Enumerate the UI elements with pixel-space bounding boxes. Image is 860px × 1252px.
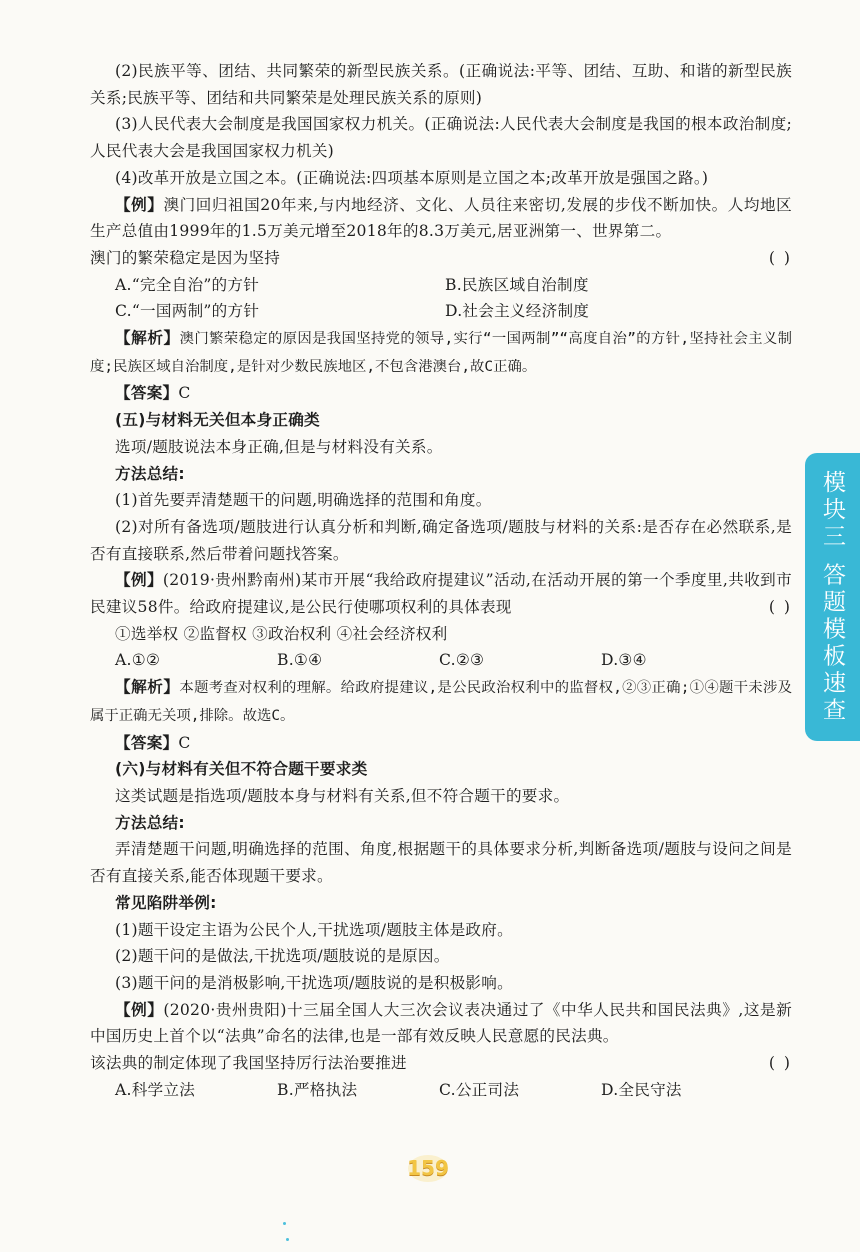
module-side-tab: 模块三 答题模板速查 <box>805 453 860 741</box>
analysis-tag: 【解析】 <box>115 329 180 348</box>
answer-blank: ( ) <box>768 248 792 267</box>
decorative-dot <box>286 1238 289 1241</box>
example-2-items <box>90 621 792 648</box>
answer-blank: ( ) <box>768 598 792 617</box>
analysis-tag: 【解析】 <box>115 678 180 697</box>
answer-tag: 【答案】 <box>115 733 179 752</box>
point-2: (2)民族平等、团结、共同繁荣的新型民族关系。(正确说法:平等、团结、互助、和谐的新型民族关系;民族平等、团结和共同繁荣是处理民族关系的原则) <box>90 62 792 107</box>
example-2-item-list: ①选举权 ②监督权 ③政治权利 ④社会经济权利 <box>115 624 448 643</box>
answer-blank: ( ) <box>768 1054 792 1073</box>
example-tag: 【例】 <box>115 571 163 590</box>
analysis-text: 本题考查对权利的理解。给政府提建议,是公民政治权利中的监督权,②③正确;①④题干未涉及属于正确无关项,排除。故选C。 <box>90 680 792 724</box>
options-row <box>90 298 792 325</box>
example-tag: 【例】 <box>115 195 164 214</box>
option-c: C.②③ <box>439 651 485 670</box>
example-3-question: 该法典的制定体现了我国坚持厉行法治要推进 <box>90 1054 407 1073</box>
option-b: B.严格执法 <box>277 1080 358 1099</box>
point-3: (3)人民代表大会制度是我国国家权力机关。(正确说法:人民代表大会制度是我国的根本政治制度;人民代表大会是我国国家权力机关) <box>90 115 792 161</box>
point-4: (4)改革开放是立国之本。(正确说法:四项基本原则是立国之本;改革开放是强国之路。) <box>115 168 709 187</box>
option-a: A.科学立法 <box>115 1080 196 1099</box>
method-summary-title: 方法总结: <box>115 813 185 832</box>
example-3-question-line <box>90 1050 792 1077</box>
section-6-heading: (六)与材料有关但不符合题干要求类 <box>115 760 368 779</box>
answer-value: C <box>178 384 191 403</box>
example-tag: 【例】 <box>115 1000 164 1019</box>
page-number: 159 <box>405 1150 451 1186</box>
method-summary-text: 弄清楚题干问题,明确选择的范围、角度,根据题干的具体要求分析,判断备选项/题肢与设问之间是否有直接关系,能否体现题干要求。 <box>90 840 792 886</box>
options-row <box>90 1077 792 1104</box>
example-2-text: (2019·贵州黔南州)某市开展“我给政府提建议”活动,在活动开展的第一个季度里,共收到市民建议58件。给政府提建议,是公民行使哪项权利的具体表现 <box>90 571 792 617</box>
trap-examples-title: 常见陷阱举例: <box>115 893 217 912</box>
answer-value: C <box>178 733 191 752</box>
option-a: A.①② <box>115 651 161 670</box>
option-b: B.民族区域自治制度 <box>445 275 589 294</box>
options-row <box>90 647 792 674</box>
trap-1: (1)题干设定主语为公民个人,干扰选项/题肢主体是政府。 <box>115 920 513 939</box>
options-row <box>90 272 792 299</box>
analysis-text: 澳门繁荣稳定的原因是我国坚持党的领导,实行“一国两制”“高度自治”的方针,坚持社会主义制度;民族区域自治制度,是针对少数民族地区,不包含港澳台,故C正确。 <box>90 331 792 375</box>
option-d: D.全民守法 <box>601 1080 682 1099</box>
example-1-question: 澳门的繁荣稳定是因为坚持 <box>90 248 281 267</box>
example-2-question-line <box>90 567 792 620</box>
example-1-analysis <box>90 325 792 380</box>
answer-tag: 【答案】 <box>115 384 179 403</box>
example-1-stem <box>90 192 792 245</box>
example-2-stem <box>90 567 792 620</box>
option-a: A.“完全自治”的方针 <box>115 275 260 294</box>
option-c: C.公正司法 <box>439 1080 520 1099</box>
example-1-question-line <box>90 245 792 272</box>
section-5-heading: (五)与材料无关但本身正确类 <box>115 411 320 430</box>
option-d: D.社会主义经济制度 <box>445 302 590 321</box>
method-step-1: (1)首先要弄清楚题干的问题,明确选择的范围和角度。 <box>115 491 492 510</box>
example-1-answer <box>90 380 792 407</box>
page-content <box>90 58 792 1103</box>
trap-3: (3)题干问的是消极影响,干扰选项/题肢说的是积极影响。 <box>115 973 513 992</box>
example-2-answer <box>90 730 792 757</box>
decorative-dot <box>283 1222 286 1225</box>
example-3-text: (2020·贵州贵阳)十三届全国人大三次会议表决通过了《中华人民共和国民法典》,这是新中国历史上首个以“法典”命名的法律,也是一部有效反映人民意愿的民法典。 <box>90 1000 792 1046</box>
method-step-2: (2)对所有备选项/题肢进行认真分析和判断,确定备选项/题肢与材料的关系:是否存在必然联系,是否有直接联系,然后带着问题找答案。 <box>90 517 792 563</box>
method-summary-title: 方法总结: <box>115 464 185 483</box>
section-5-description: 选项/题肢说法本身正确,但是与材料没有关系。 <box>115 437 443 456</box>
section-6-description: 这类试题是指选项/题肢本身与材料有关系,但不符合题干的要求。 <box>115 786 570 805</box>
trap-2: (2)题干问的是做法,干扰选项/题肢说的是原因。 <box>115 947 450 966</box>
example-2-analysis <box>90 674 792 729</box>
option-c: C.“一国两制”的方针 <box>115 302 260 321</box>
example-3-stem <box>90 997 792 1050</box>
option-b: B.①④ <box>277 651 323 670</box>
example-1-text: 澳门回归祖国20年来,与内地经济、文化、人员往来密切,发展的步伐不断加快。人均地区生产总值由1999年的1.5万美元增至2018年的8.3万美元,居亚洲第一、世界第二。 <box>90 195 792 241</box>
option-d: D.③④ <box>601 651 647 670</box>
